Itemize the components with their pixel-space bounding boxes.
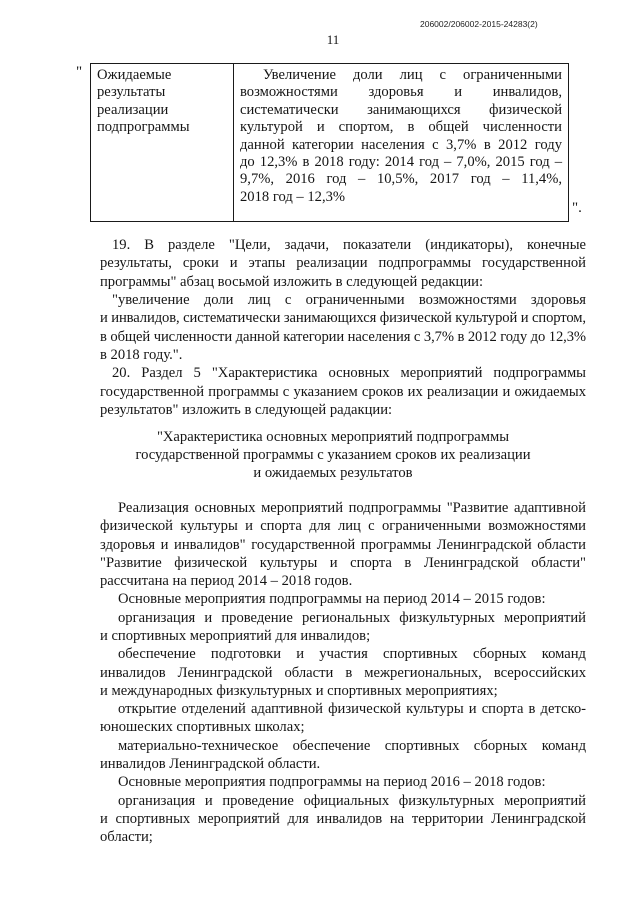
body-line: юношеских спортивных школах; <box>100 719 305 736</box>
item-20-line: государственной программы с указанием сроков их реализации и ожидаемых <box>100 383 586 400</box>
body-line: физической культуры и спорта для лиц с ограниченными возможностями <box>100 518 586 535</box>
table-close-quote: ". <box>572 200 582 216</box>
body-line: Реализация основных мероприятий подпрограммы "Развитие адаптивной <box>118 500 586 516</box>
amendment-items <box>100 236 586 419</box>
body-line: и спортивных мероприятий для инвалидов; <box>100 627 371 644</box>
item-19-quoted-line: "увеличение доли лиц с ограниченными возможностями здоровья <box>112 291 586 308</box>
body-line: области; <box>100 829 153 846</box>
item-19-line: программы" абзац восьмой изложить в следующей редакции: <box>100 273 484 290</box>
body-line: организация и проведение региональных физкультурных мероприятий <box>118 609 586 626</box>
table-value-line: возможностями здоровья и инвалидов, <box>240 84 562 101</box>
item-19-line: результаты, сроки и этапы реализации подпрограммы государственной <box>100 255 586 272</box>
table-value-line: до 12,3% в 2018 году: 2014 год – 7,0%, 2015 год – <box>240 154 562 171</box>
body-line: "Развитие физической культуры и спорта в Ленинградской области" <box>100 554 586 571</box>
body-line: открытие отделений адаптивной физической культуры и спорта в детско- <box>118 701 586 718</box>
table-value-line: данной категории населения с 3,7% в 2012 году <box>240 136 562 153</box>
body-line: и спортивных мероприятий для инвалидов на территории Ленинградской <box>100 810 586 827</box>
section-body <box>100 499 586 846</box>
table-value-line: культурой и спортом, в общей численности <box>240 119 562 136</box>
body-line: Основные мероприятия подпрограммы на период 2016 – 2018 годов: <box>118 774 546 791</box>
item-19-quoted-line: и инвалидов, систематически занимающихся физической культурой и спортом, <box>100 310 586 327</box>
body-line: организация и проведение официальных физкультурных мероприятий <box>118 792 586 809</box>
table-value-line: систематически занимающихся физической <box>240 101 562 118</box>
body-line: инвалидов Ленинградской области в межрегиональных, всероссийских <box>100 664 586 681</box>
document-id: 206002/206002-2015-24283(2) <box>420 19 538 29</box>
body-line: обеспечение подготовки и участия спортивных сборных команд <box>118 646 586 663</box>
body-line: рассчитана на период 2014 – 2018 годов. <box>100 573 353 590</box>
item-19-quoted-line: в общей численности данной категории населения с 3,7% в 2012 году до 12,3% <box>100 328 586 345</box>
item-19-quoted-line: в 2018 году.". <box>100 346 183 363</box>
item-20-line: результатов" изложить в следующей радакции: <box>100 401 393 418</box>
body-line: материально-техническое обеспечение спортивных сборных команд <box>118 737 586 754</box>
table-label-line: результаты <box>97 84 166 101</box>
table-label-line: подпрограммы <box>97 119 190 136</box>
body-line: инвалидов Ленинградской области. <box>100 755 321 772</box>
section-heading-line: "Характеристика основных мероприятий подпрограммы <box>156 429 510 445</box>
table-value-line: Увеличение доли лиц с ограниченными <box>263 67 562 83</box>
body-line: Основные мероприятия подпрограммы на период 2014 – 2015 годов: <box>118 591 546 608</box>
item-20-line: 20. Раздел 5 "Характеристика основных мероприятий подпрограммы <box>112 365 586 382</box>
item-19-line: 19. В разделе "Цели, задачи, показатели (индикаторы), конечные <box>112 237 586 253</box>
section-heading-line: государственной программы с указанием сроков их реализации <box>135 447 531 464</box>
page-number: 11 <box>326 32 340 47</box>
table-label-line: реализации <box>97 101 169 118</box>
section-heading-line: и ожидаемых результатов <box>253 465 413 482</box>
body-line: здоровья и инвалидов" государственной программы Ленинградской области <box>100 536 586 553</box>
passport-table-row <box>90 63 569 222</box>
table-value-line: 2018 год – 12,3% <box>240 188 346 205</box>
table-open-quote: " <box>76 64 83 80</box>
section-heading <box>100 428 566 483</box>
table-value-cell <box>240 67 562 206</box>
table-label-cell <box>97 67 227 137</box>
table-value-line: 9,7%, 2016 год – 10,5%, 2017 год – 11,4%, <box>240 171 562 188</box>
body-line: и международных физкультурных и спортивных мероприятиях; <box>100 682 498 699</box>
table-label-line: Ожидаемые <box>97 67 172 83</box>
table-column-divider <box>233 64 234 221</box>
